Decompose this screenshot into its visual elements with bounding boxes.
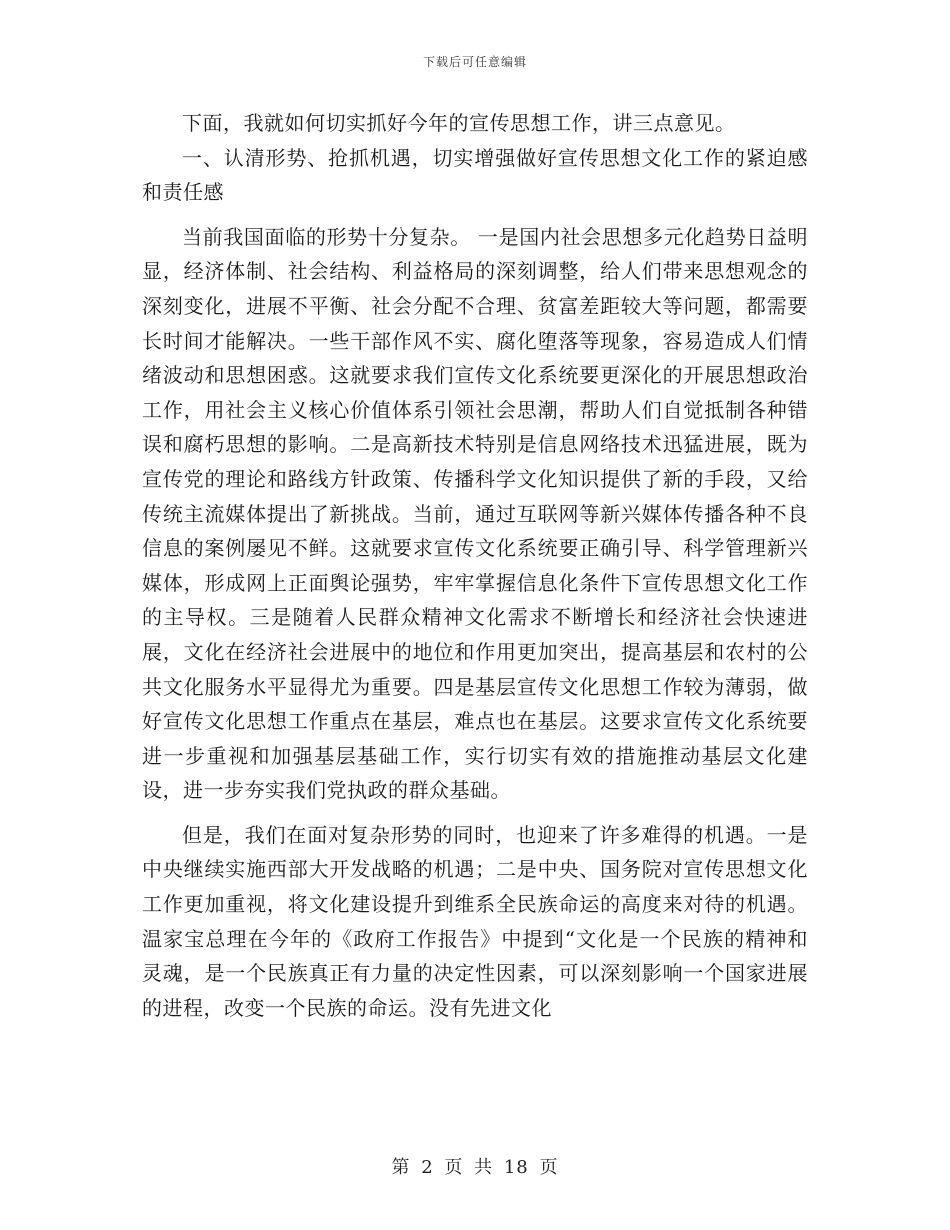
paragraph-opportunities: 但是，我们在面对复杂形势的同时，也迎来了许多难得的机遇。一是中央继续实施西部大开发战略的机遇；二是中央、国务院对宣传思想文化工作更加重视，将文化建设提升到维系全民族命运的高度来对待的机遇。温家宝总理在今年的《政府工作报告》中提到“文化是一个民族的精神和灵魂，是一个民族真正有力量的决定性因素，可以深刻影响一个国家进展的进程，改变一个民族的命运。没有先进文化: [142, 822, 808, 1020]
page-header-note: 下载后可任意编辑: [422, 55, 527, 69]
page-number: 第 2 页 共 18 页: [391, 1157, 559, 1178]
paragraph-intro: 下面，我就如何切实抓好今年的宣传思想工作，讲三点意见。: [182, 111, 736, 135]
section-heading-1: 一、认清形势、抢抓机遇，切实增强做好宣传思想文化工作的紧迫感和责任感: [142, 145, 808, 205]
paragraph-situation: 当前我国面临的形势十分复杂。 一是国内社会思想多元化趋势日益明显，经济体制、社会结构、利益格局的深刻调整，给人们带来思想观念的深刻变化，进展不平衡、社会分配不合理、贫富差距较大等问题，都需要长时间才能解决。一些干部作风不实、腐化堕落等现象，容易造成人们情绪波动和思想困惑。这就要求我们宣传文化系统要更深化的开展思想政治工作，用社会主义核心价值体系引领社会思潮，帮助人们自觉抵制各种错误和腐朽思想的影响。二是高新技术特别是信息网络技术迅猛进展，既为宣传党的理论和路线方针政策、传播科学文化知识提供了新的手段，又给传统主流媒体提出了新挑战。当前，通过互联网等新兴媒体传播各种不良信息的案例屡见不鲜。这就要求宣传文化系统要正确引导、科学管理新兴媒体，形成网上正面舆论强势，牢牢掌握信息化条件下宣传思想文化工作的主导权。三是随着人民群众精神文化需求不断增长和经济社会快速进展，文化在经济社会进展中的地位和作用更加突出，提高基层和农村的公共文化服务水平显得尤为重要。四是基层宣传文化思想工作较为薄弱，做好宣传文化思想工作重点在基层，难点也在基层。这要求宣传文化系统要进一步重视和加强基层基础工作，实行切实有效的措施推动基层文化建设，进一步夯实我们党执政的群众基础。: [142, 224, 808, 803]
document-body: [142, 106, 808, 1025]
